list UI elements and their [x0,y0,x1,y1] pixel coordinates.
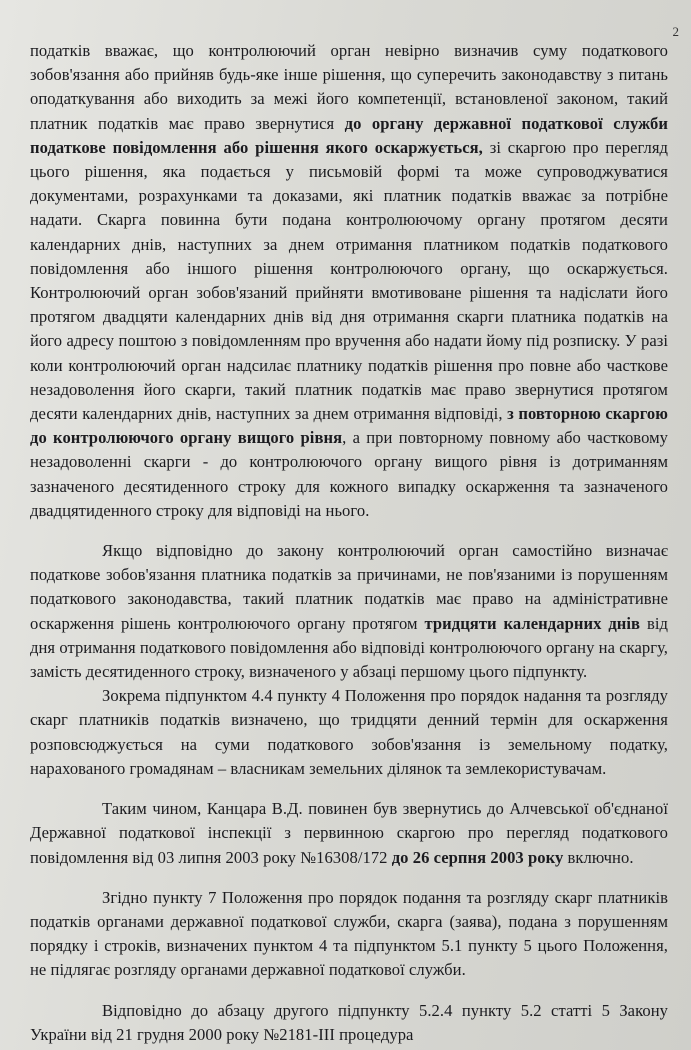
page-number: 2 [672,24,679,39]
text-segment: Зокрема підпунктом 4.4 пункту 4 Положення про порядок надання та розгляду скарг платників податків визначено, що тридцяти денний термін для оскарження розповсюджується на суми податкового зобов'язання із земельному податку, нарахованого громадянам – власникам земельних ділянок та землекористувачам. [30,686,668,778]
text-segment: податків вважає, що контролюючий орган невірно визначив суму податкового зобов'язання або прийняв будь-яке інше рішення, що суперечить законодавству з питань оподаткування або виходить за межі його компетенції, встановленої законом, такий платник податків має право звернутися [30,41,668,133]
document-body [30,39,668,1047]
text-segment: Якщо відповідно до закону контролюючий орган самостійно визначає податкове зобов'язання платника податків за причинами, не пов'язаними із порушенням податкового законодавства, такий платник податків має право на адміністративне оскарження рішень контролюючого органу протягом [30,541,668,633]
bold-segment: тридцяти календарних днів [424,613,641,633]
bold-segment: до органу державної податкової служби податкове повідомлення або рішення якого оскаржується, [30,113,668,157]
paragraph-2 [30,539,668,684]
text-segment: включно. [563,847,634,867]
paragraph-3 [30,684,668,781]
text-segment: Згідно пункту 7 Положення про порядок подання та розгляду скарг платників податків органами державної податкової служби, скарга (заява), подана з порушенням порядку і строків, визначених пунктом 4 та підпунктом 5.1 пункту 5 цього Положення, не підлягає розгляду органами державної податкової служби. [30,887,668,980]
bold-segment: з повторною скаргою до контролюючого органу вищого рівня [30,404,669,448]
text-segment: зі скаргою про перегляд цього рішення, яка подається у письмовій формі та може супроводжуватися документами, розрахунками та доказами, які платник податків вважає за потрібне надати. Скарга повинна бути подана контролюючому органу протягом десяти календарних днів, наступних за днем отримання платником податків податкового повідомлення або іншого рішення контролюючого органу, що оскаржується. Контролюючий орган зобов'язаний прийняти вмотивоване рішення та надіслати його протягом двадцяти календарних днів від дня отримання скарги платника податків на його адресу поштою з повідомленням про вручення або надати йому під розписку. У разі коли контролюючий орган надсилає платнику податків рішення про повне або часткове незадоволення його скарги, такий платник податків має право звернутися протягом десяти календарних днів, наступних за днем отримання відповіді, [30,137,668,424]
paragraph-5 [30,886,668,983]
paragraph-1 [30,39,668,523]
paragraph-6 [30,999,668,1047]
text-segment: Таким чином, Канцара В.Д. повинен був звернутись до Алчевської об'єднаної Державної податкової інспекції з первинною скаргою про перегляд податкового повідомлення від 03 липня 2003 року №16308/172 [30,799,668,867]
text-segment: від дня отримання податкового повідомлення або відповіді контролюючого органу на скаргу, замість десятиденного строку, визначеного у абзаці першому цього підпункту. [30,613,668,682]
paragraph-4 [30,797,668,870]
text-segment: Відповідно до абзацу другого підпункту 5.2.4 пункту 5.2 статті 5 Закону України від 21 грудня 2000 року №2181-III процедура [30,1000,668,1044]
bold-segment: до 26 серпня 2003 року [391,847,564,867]
text-segment: , а при повторному повному або частковому незадоволенні скарги - до контролюючого органу вищого рівня із дотриманням зазначеного десятиденного строку для кожного випадку оскарження та зазначеного двадцятиденного строку для відповіді на нього. [30,428,668,520]
